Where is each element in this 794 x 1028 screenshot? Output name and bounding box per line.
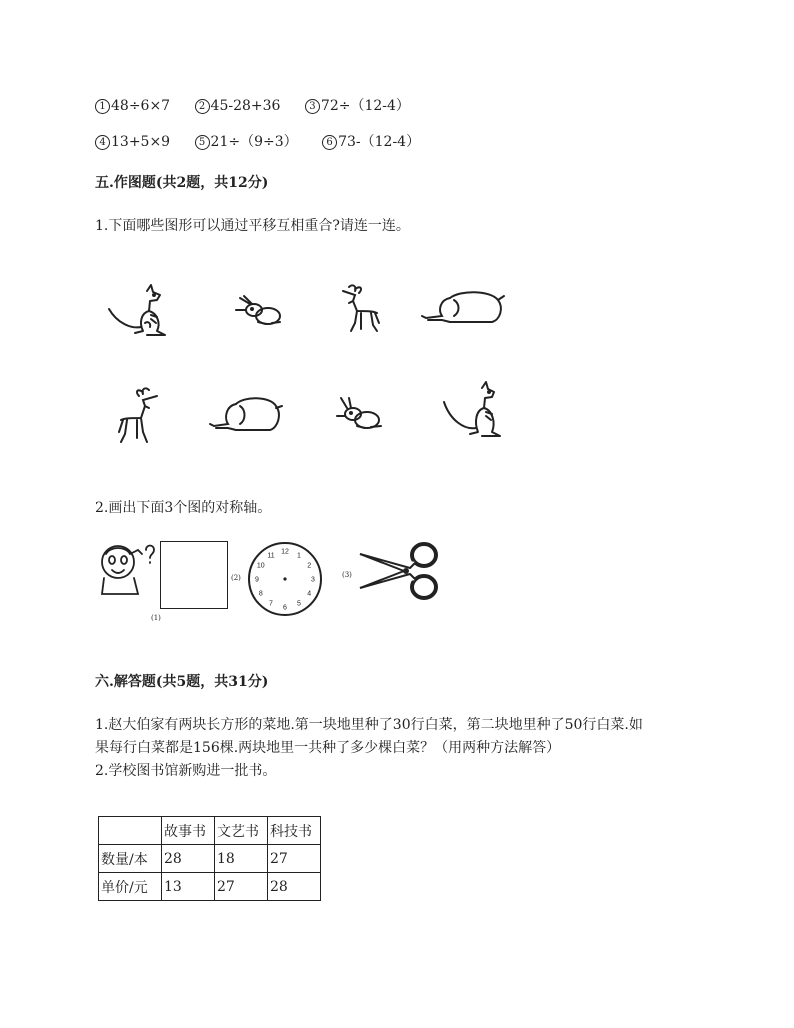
expression-text: 21÷（9÷3） xyxy=(210,134,298,150)
clock-numeral: 1 xyxy=(297,552,301,560)
rabbit-icon xyxy=(232,296,284,328)
clock-numeral: 9 xyxy=(255,576,259,584)
circled-number: 2 xyxy=(195,99,210,114)
section-6-question-1-line-1: 1.赵大伯家有两块长方形的菜地.第一块地里种了30行白菜，第二块地里种了50行白菜.如 xyxy=(95,717,643,733)
figure-label-3: (3) xyxy=(342,571,352,579)
table-header-row xyxy=(99,817,321,845)
clock-numeral: 4 xyxy=(307,590,312,598)
section-5-title: 五.作图题(共2题，共12分) xyxy=(95,175,269,191)
table-header-cell: 故事书 xyxy=(162,817,215,845)
table-row xyxy=(99,873,321,901)
table-header-cell: 文艺书 xyxy=(215,817,268,845)
expressions-row-2 xyxy=(95,131,440,151)
table-cell: 单价/元 xyxy=(99,873,162,901)
expression-text: 13+5×9 xyxy=(111,134,171,150)
figure-label-1: (1) xyxy=(151,614,161,622)
circled-number: 4 xyxy=(95,135,110,150)
book-table xyxy=(98,816,321,901)
table-cell: 18 xyxy=(215,845,268,873)
expressions-row-1 xyxy=(95,95,430,115)
clock-numeral: 12 xyxy=(281,548,289,556)
section-6-title: 六.解答题(共5题，共31分) xyxy=(95,674,269,690)
table-header-cell: 科技书 xyxy=(268,817,321,845)
monkey-icon xyxy=(98,540,158,600)
expression-text: 45-28+36 xyxy=(210,98,281,114)
clock-numeral: 8 xyxy=(258,590,263,598)
clock-numeral: 11 xyxy=(267,552,275,560)
clock-numeral: 2 xyxy=(307,562,312,570)
circled-number: 1 xyxy=(95,99,110,114)
clock-numeral: 10 xyxy=(256,562,265,570)
elephant-icon xyxy=(210,396,282,436)
expression-text: 48÷6×7 xyxy=(111,98,171,114)
square-figure xyxy=(160,541,228,609)
expression-item xyxy=(195,98,281,114)
antelope-icon xyxy=(115,386,165,448)
table-cell: 27 xyxy=(215,873,268,901)
expression-item xyxy=(95,98,170,114)
expression-text: 73-（12-4） xyxy=(338,134,421,150)
rabbit-icon xyxy=(335,398,385,434)
section-5-question-2: 2.画出下面3个图的对称轴。 xyxy=(95,500,272,516)
kangaroo-icon xyxy=(105,283,180,341)
expression-item xyxy=(195,134,298,150)
table-cell: 13 xyxy=(162,873,215,901)
clock-numeral: 5 xyxy=(297,600,301,608)
clock-numeral: 3 xyxy=(311,576,315,584)
kangaroo-icon xyxy=(442,380,507,442)
expression-item xyxy=(322,134,420,150)
table-cell: 28 xyxy=(268,873,321,901)
section-6-question-2: 2.学校图书馆新购进一批书。 xyxy=(95,763,277,779)
table-row xyxy=(99,845,321,873)
expression-item xyxy=(305,98,410,114)
table-cell: 27 xyxy=(268,845,321,873)
figure-label-2: (2) xyxy=(231,574,241,582)
clock-numeral: 7 xyxy=(269,600,273,608)
clock-icon xyxy=(246,540,324,618)
table-cell: 28 xyxy=(162,845,215,873)
section-5-question-1: 1.下面哪些图形可以通过平移互相重合?请连一连。 xyxy=(95,218,410,234)
expression-item xyxy=(95,134,170,150)
circled-number: 6 xyxy=(322,135,337,150)
circled-number: 5 xyxy=(195,135,210,150)
elephant-icon xyxy=(420,290,505,328)
scissors-icon xyxy=(358,540,442,602)
table-cell: 数量/本 xyxy=(99,845,162,873)
section-6-question-1-line-2: 果每行白菜都是156棵.两块地里一共种了多少棵白菜？（用两种方法解答） xyxy=(95,740,561,756)
clock-numeral: 6 xyxy=(283,604,287,612)
antelope-icon xyxy=(335,283,383,335)
table-header-cell xyxy=(99,817,162,845)
circled-number: 3 xyxy=(305,99,320,114)
expression-text: 72÷（12-4） xyxy=(320,98,410,114)
